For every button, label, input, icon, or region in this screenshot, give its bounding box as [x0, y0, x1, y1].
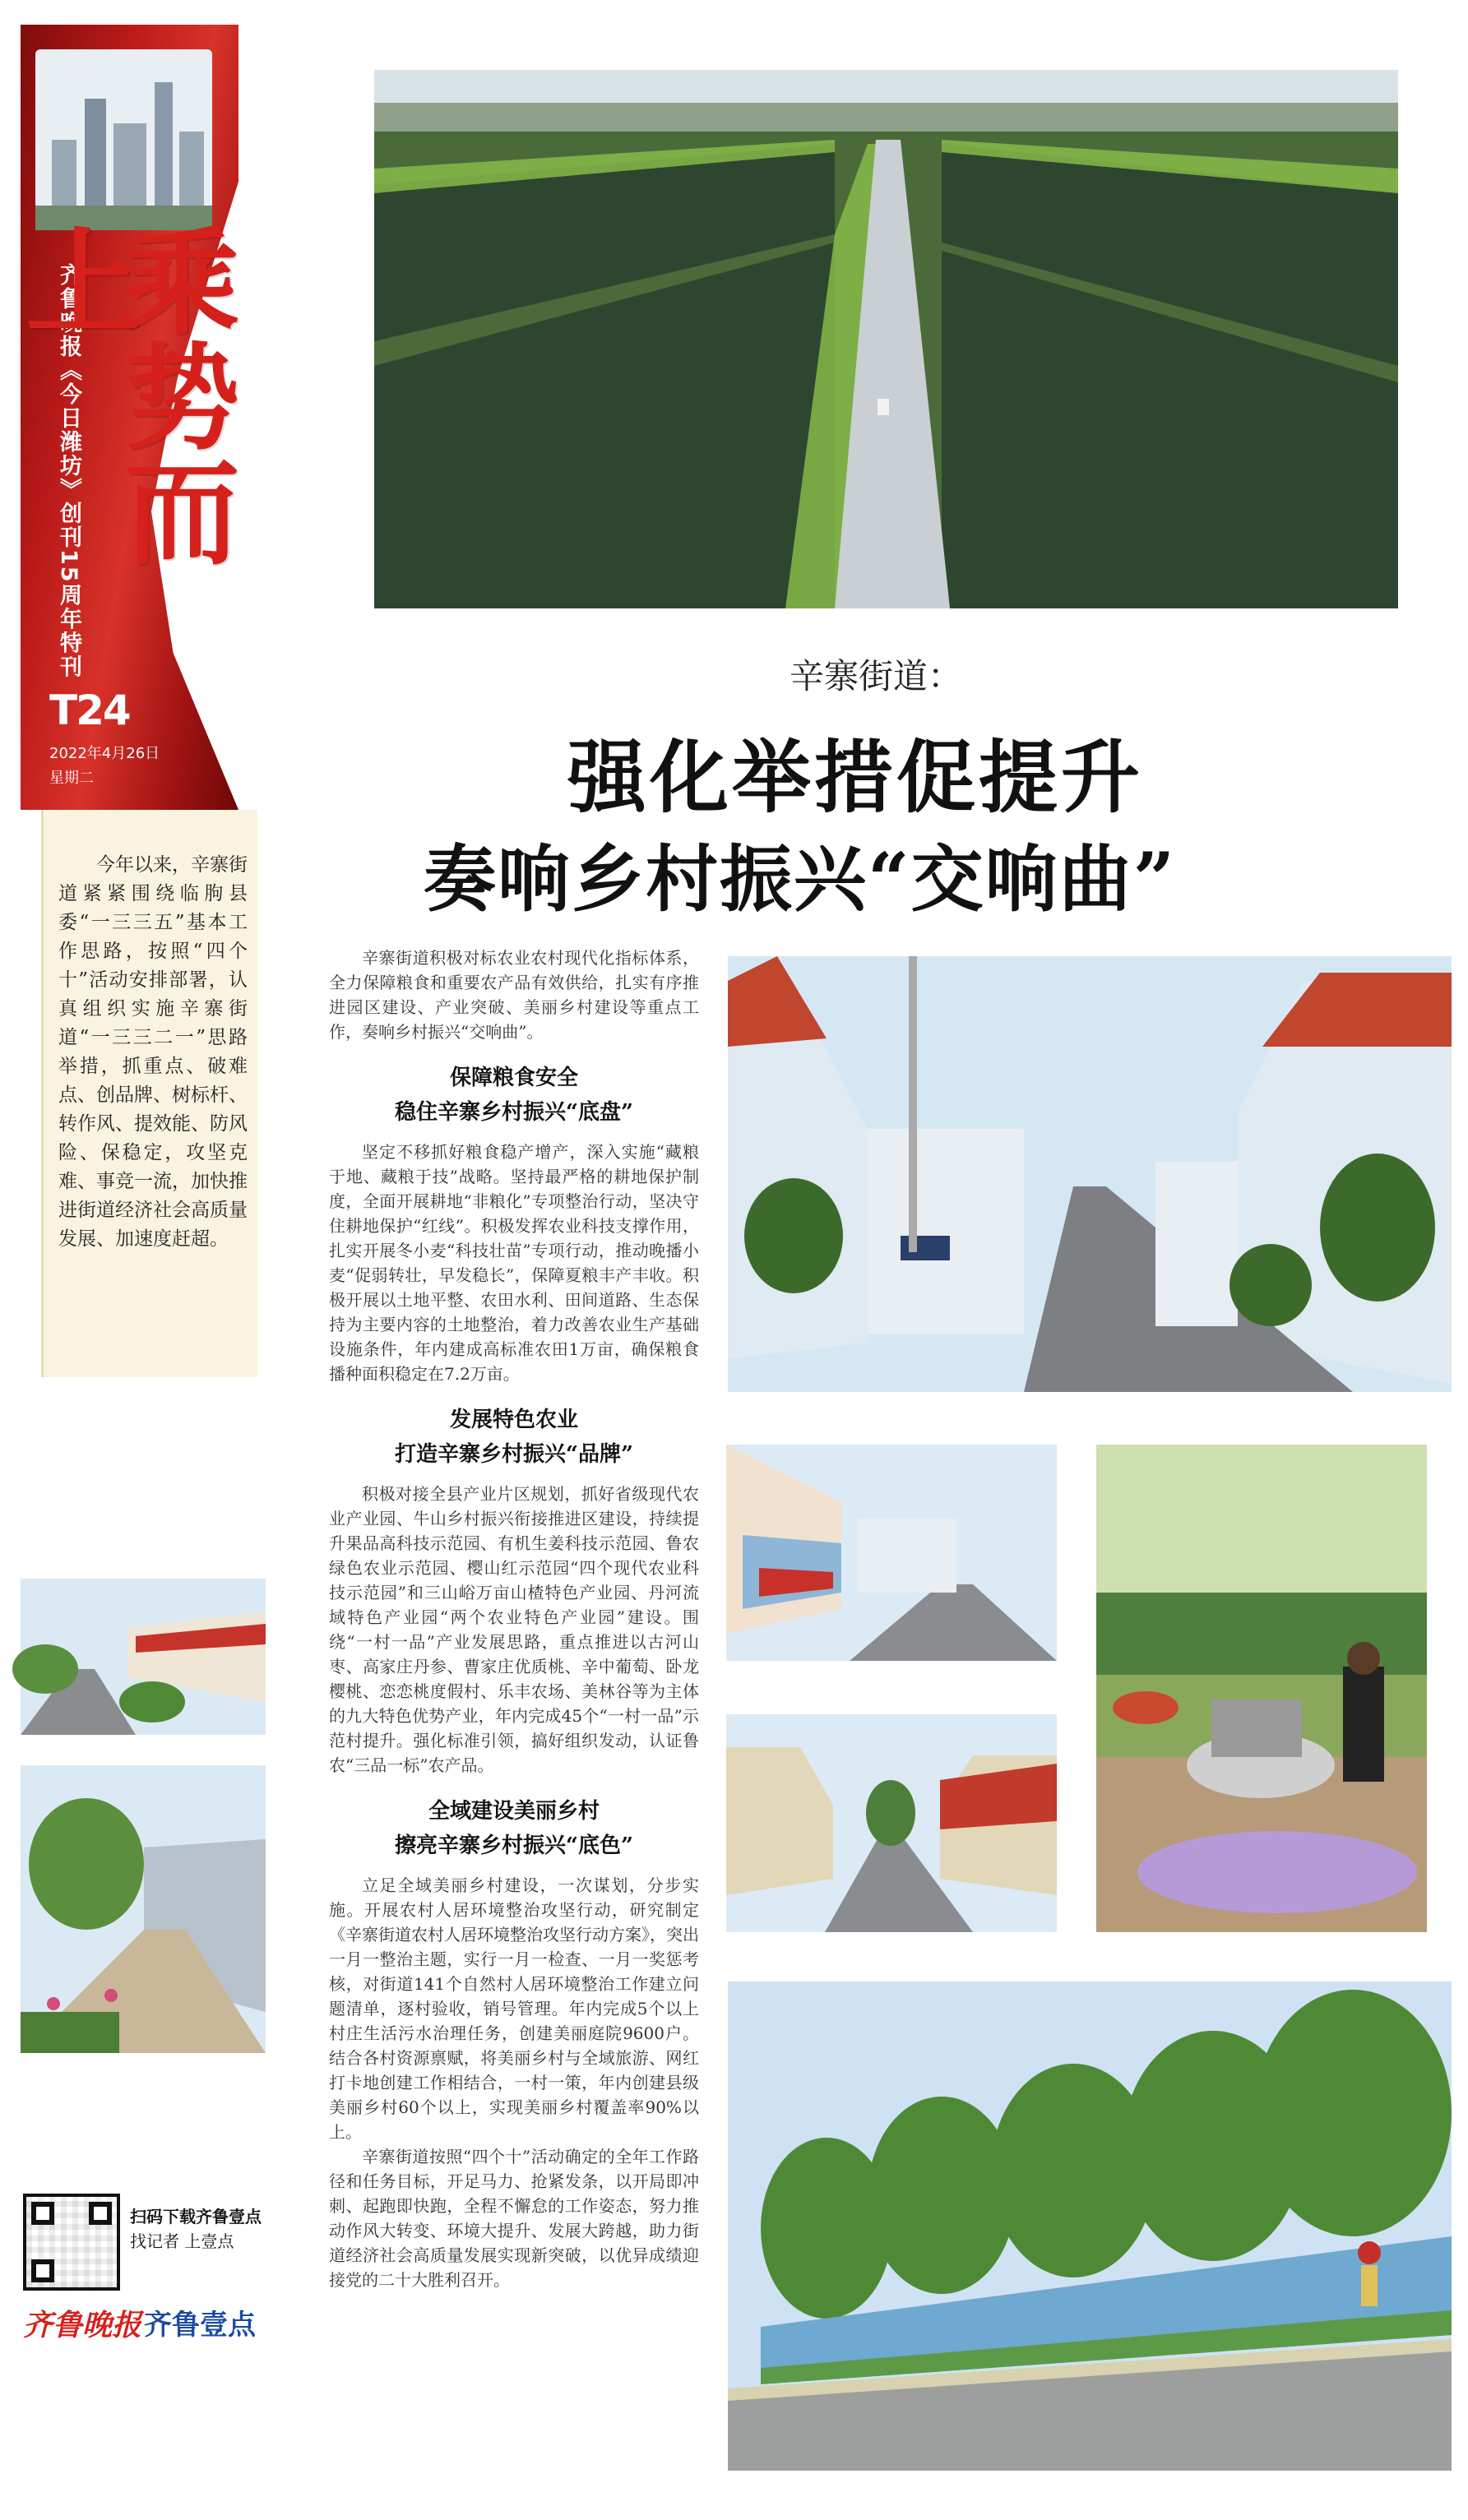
- village-street-illustration: [728, 956, 1452, 1392]
- stone-mill-photo: [1096, 1445, 1427, 1932]
- painted-wall-illustration: [728, 1981, 1452, 2471]
- garden-path-photo: [21, 1765, 266, 2053]
- headline-line-2: 奏响乡村振兴“交响曲”: [424, 836, 1177, 922]
- page-number: T24: [49, 687, 130, 734]
- qilu-evening-news-logo: 齐鲁晚报: [23, 2308, 142, 2342]
- headline-line-1: 强化举措促提升: [567, 731, 1143, 824]
- village-street-photo: [728, 956, 1452, 1392]
- section-3-title: 全域建设美丽乡村: [428, 1799, 600, 1824]
- roadside-slogan-photo: [21, 1579, 266, 1735]
- section-2-text: 积极对接全县产业片区规划，抓好省级现代农业产业园、牛山乡村振兴衔接推进区建设，持续提升果品高科技示范园、有机生姜科技示范园、鲁农绿色农业示范园、樱山红示范园“四个现代农业科技示范园”和三山峪万亩山楂特色产业园、丹河流域特色产业园“两个农业特色产业园”建设。围绕“一村一品”产业发展思路，重点推进以古河山枣、高家庄丹参、曹家庄优质桃、辛中葡萄、卧龙樱桃、恋恋桃度假村、乐丰农场、美林谷等为主体的九大特色优势产业，年内完成45个“一村一品”示范村提升。强化标准引领，搞好组织发动，认证鲁农“三品一标”农产品。: [329, 1484, 699, 1775]
- article-closing: 辛寨街道按照“四个十”活动确定的全年工作路径和任务目标，开足马力、抢紧发条，以开局即冲刺、起跑即快跑，全程不懈怠的工作姿态，努力推动作风大转变、环境大提升、发展大跨越，助力街道经济社会高质量发展实现新突破，以优异成绩迎接党的二十大胜利召开。: [329, 2147, 699, 2290]
- special-issue-label: 齐鲁晚报《今日潍坊》创刊15周年特刊: [56, 263, 81, 679]
- qr-caption-download: 扫码下载齐鲁壹点: [130, 2207, 262, 2226]
- qr-code[interactable]: [23, 2194, 120, 2291]
- mural-wall-photo: [726, 1445, 1057, 1661]
- article-body: [329, 946, 699, 2292]
- section-1-title: 保障粮食安全: [449, 1066, 578, 1090]
- section-1-subtitle: 稳住辛寨乡村振兴“底盘”: [395, 1100, 633, 1125]
- garden-path-illustration: [21, 1765, 266, 2053]
- farmland-aerial-illustration: [374, 70, 1398, 608]
- section-2-title: 发展特色农业: [449, 1408, 578, 1432]
- stone-mill-illustration: [1096, 1445, 1427, 1932]
- issue-date: 2022年4月26日: [49, 745, 160, 762]
- section-1-text: 坚定不移抓好粮食稳产增产，深入实施“藏粮于地、藏粮于技”战略。坚持最严格的耕地保护制度，全面开展耕地“非粮化”专项整治行动，坚决守住耕地保护“红线”。积极发挥农业科技支撑作用，扎实开展冬小麦“科技壮苗”专项行动，推动晚播小麦“促弱转壮，早发稳长”，保障夏粮丰产丰收。积极开展以土地平整、农田水利、田间道路、生态保持为主要内容的土地整治，着力改善农业生产基础设施条件，年内建成高标准农田1万亩，确保粮食播种面积稳定在7.2万亩。: [329, 1142, 699, 1384]
- roadside-slogan-illustration: [21, 1579, 266, 1735]
- section-2-subtitle: 打造辛寨乡村振兴“品牌”: [395, 1442, 633, 1467]
- calligraphy-title: 乘势而上: [7, 222, 240, 567]
- headline-kicker: 辛寨街道：: [790, 656, 963, 696]
- section-3-subtitle: 擦亮辛寨乡村振兴“底色”: [395, 1833, 633, 1858]
- village-road-illustration: [726, 1714, 1057, 1932]
- painted-wall-photo: [728, 1981, 1452, 2471]
- article-intro: 辛寨街道积极对标农业农村现代化指标体系，全力保障粮食和重要农产品有效供给，扎实有序推进园区建设、产业突破、美丽乡村建设等重点工作，奏响乡村振兴“交响曲”。: [329, 948, 699, 1042]
- special-issue-banner: [7, 25, 240, 810]
- qr-caption-reporter: 找记者 上壹点: [130, 2231, 234, 2251]
- summary-box: [41, 810, 257, 1377]
- city-skyline-image: [35, 49, 212, 230]
- issue-weekday: 星期二: [49, 770, 94, 787]
- section-3-text: 立足全域美丽乡村建设，一次谋划，分步实施。开展农村人居环境整治攻坚行动，研究制定《辛寨街道农村人居环境整治攻坚行动方案》，突出一月一整治主题，实行一月一检查、一月一奖惩考核，对街道141个自然村人居环境整治工作建立问题清单，逐村验收，销号管理。年内完成5个以上村庄生活污水治理任务，创建美丽庭院9600户。结合各村资源禀赋，将美丽乡村与全域旅游、网红打卡地创建工作相结合，一村一策，年内创建县级美丽乡村60个以上，实现美丽乡村覆盖率90%以上。: [329, 1875, 699, 2142]
- summary-text: 今年以来，辛寨街道紧紧围绕临朐县委“一三三五”基本工作思路，按照“四个十”活动安排部署，认真组织实施辛寨街道“一三三二一”思路举措，抓重点、破难点、创品牌、树标杆、转作风、提效能、防风险、保稳定，攻坚克难、事竞一流，加快推进街道经济社会高质量发展、加速度赶超。: [58, 854, 248, 1250]
- farmland-aerial-photo: [374, 70, 1398, 608]
- qilu-yidian-logo: 齐鲁壹点: [144, 2309, 256, 2342]
- village-road-photo: [726, 1714, 1057, 1932]
- mural-wall-illustration: [726, 1445, 1057, 1661]
